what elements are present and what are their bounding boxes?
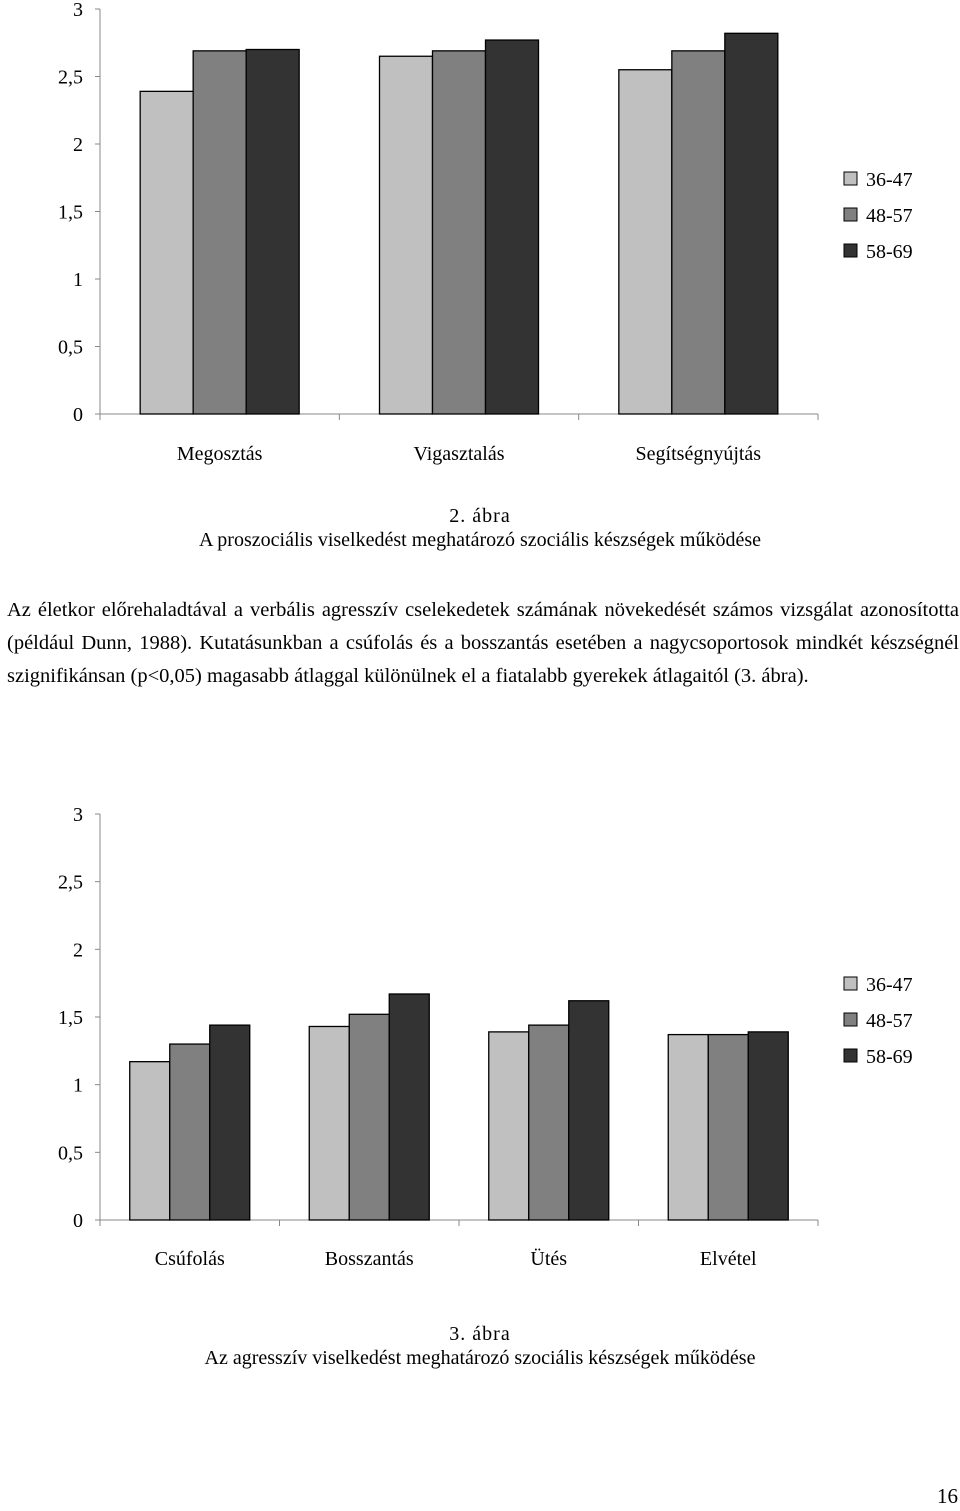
- bar: [246, 50, 299, 415]
- figure-3-number: 3. ábra: [449, 1323, 511, 1345]
- y-tick-label: 1,5: [58, 1007, 83, 1029]
- bar: [708, 1035, 748, 1220]
- bar: [140, 91, 193, 414]
- legend-label: 58-69: [866, 1046, 913, 1068]
- bar: [210, 1025, 250, 1220]
- x-tick-label: Bosszantás: [324, 1248, 414, 1270]
- legend-label: 48-57: [866, 205, 913, 227]
- x-tick-label: Elvétel: [699, 1248, 757, 1270]
- bar: [170, 1044, 210, 1220]
- body-paragraph: Az életkor előrehaladtával a verbális agresszív cselekedetek számának növekedését számos vizsgálat azonosította (például Dunn, 1988). Kutatásunkban a csúfolás és a bosszantás esetében a nagycsoportosok mindkét készségnél szignifikánsan (p<0,05) magasabb átlaggal különülnek el a fiatalabb gyerekek átlagaitól (3. ábra).: [7, 599, 959, 687]
- bar-chart-aggressive: [0, 800, 960, 1290]
- legend-label: 48-57: [866, 1010, 913, 1032]
- bar: [748, 1032, 788, 1220]
- bar: [130, 1062, 170, 1220]
- bar: [349, 1014, 389, 1220]
- bar: [619, 70, 672, 414]
- x-tick-label: Segítségnyújtás: [635, 443, 762, 465]
- figure-3-caption: [0, 1322, 960, 1370]
- bar: [486, 40, 539, 414]
- bar: [725, 33, 778, 414]
- x-tick-label: Ütés: [530, 1248, 568, 1270]
- x-tick-label: Csúfolás: [154, 1248, 225, 1270]
- bar: [569, 1001, 609, 1220]
- figure-2-title: A proszociális viselkedést meghatározó szociális készségek működése: [198, 529, 762, 551]
- y-tick-label: 3: [73, 804, 83, 826]
- y-tick-label: 2,5: [58, 66, 83, 89]
- bar: [389, 994, 429, 1220]
- legend-swatch: [844, 244, 857, 257]
- bar: [193, 51, 246, 414]
- figure-2-number: 2. ábra: [449, 505, 511, 527]
- legend-label: 58-69: [866, 241, 913, 263]
- y-tick-label: 3: [73, 0, 83, 21]
- bar: [489, 1032, 529, 1220]
- y-tick-label: 1,5: [58, 201, 83, 224]
- bar: [672, 51, 725, 414]
- x-tick-label: Megosztás: [176, 443, 263, 465]
- legend-swatch: [844, 1013, 857, 1026]
- legend-label: 36-47: [866, 974, 913, 996]
- y-tick-label: 2: [73, 939, 83, 962]
- y-tick-label: 0,5: [58, 336, 83, 359]
- y-tick-label: 2,5: [58, 871, 83, 894]
- y-tick-label: 1: [73, 1074, 83, 1097]
- y-tick-label: 1: [73, 269, 83, 291]
- legend-swatch: [844, 208, 857, 221]
- y-tick-label: 0,5: [58, 1142, 83, 1165]
- y-tick-label: 0: [73, 1210, 83, 1232]
- legend-swatch: [844, 1049, 857, 1062]
- page-number: 16: [937, 1484, 958, 1508]
- bar: [433, 51, 486, 414]
- bar: [309, 1026, 349, 1220]
- legend-swatch: [844, 172, 857, 185]
- bar: [529, 1025, 569, 1220]
- bar: [668, 1035, 708, 1220]
- x-tick-label: Vigasztalás: [413, 443, 505, 465]
- y-tick-label: 2: [73, 134, 83, 156]
- bar: [380, 56, 433, 414]
- legend-swatch: [844, 977, 857, 990]
- figure-3-title: Az agresszív viselkedést meghatározó szociális készségek működése: [204, 1347, 756, 1369]
- figure-2-caption: [0, 504, 960, 552]
- bar-chart-prosocial: [0, 0, 960, 480]
- y-tick-label: 0: [73, 404, 83, 426]
- legend-label: 36-47: [866, 169, 913, 191]
